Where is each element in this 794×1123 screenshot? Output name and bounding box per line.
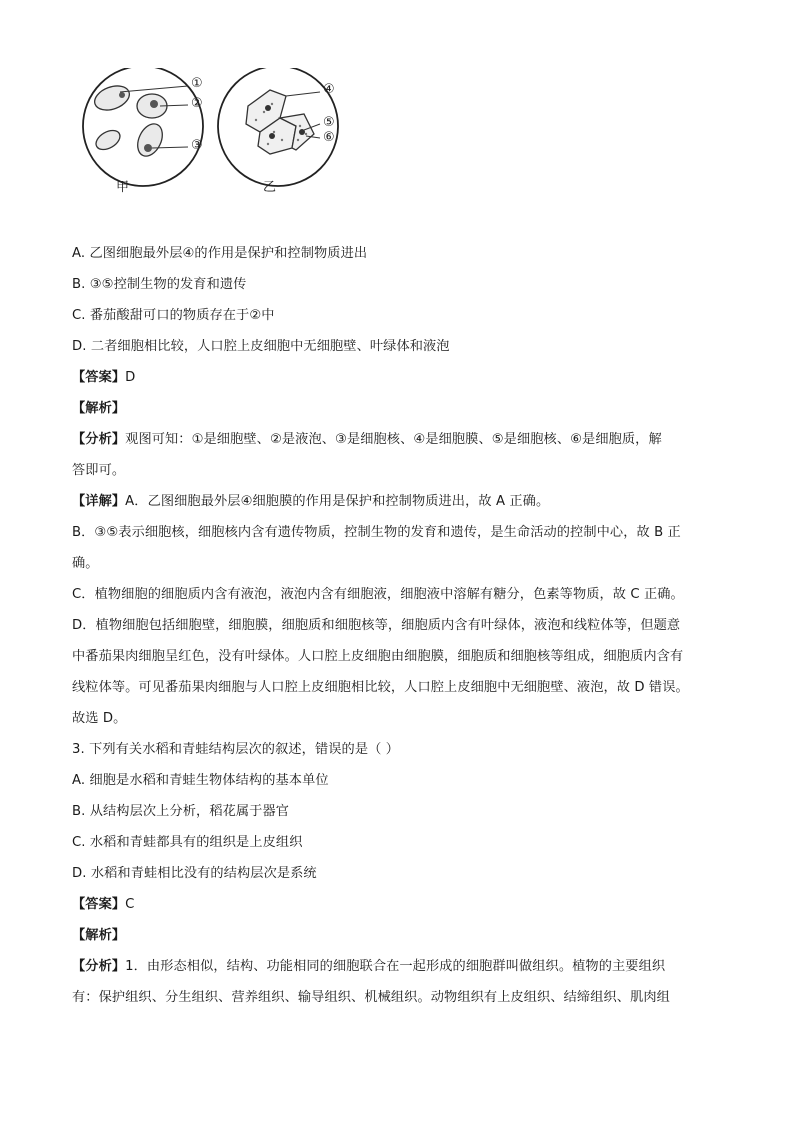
answer-line: 【答案】C bbox=[72, 897, 135, 912]
text-line: B. ③⑤控制生物的发育和遗传 bbox=[72, 277, 247, 292]
marker-4: ④ bbox=[323, 82, 335, 97]
analysis-heading bbox=[72, 393, 732, 424]
text-line: 线粒体等。可见番茄果肉细胞与人口腔上皮细胞相比较，人口腔上皮细胞中无细胞壁、液泡，故 D 错误。 bbox=[72, 680, 689, 695]
text-line: D. 二者细胞相比较，人口腔上皮细胞中无细胞壁、叶绿体和液泡 bbox=[72, 339, 450, 354]
analysis-heading bbox=[72, 920, 732, 951]
text-line: D．植物细胞包括细胞壁，细胞膜，细胞质和细胞核等，细胞质内含有叶绿体，液泡和线粒体等，但题意 bbox=[72, 618, 681, 633]
option-d: D. 水稻和青蛙相比没有的结构层次是系统 bbox=[72, 866, 317, 881]
cell-jia-3 bbox=[93, 127, 124, 154]
text-line: 中番茄果肉细胞呈红色，没有叶绿体。人口腔上皮细胞由细胞膜，细胞质和细胞核等组成，细胞质内含有 bbox=[72, 649, 684, 664]
text-line: 【分析】观图可知：①是细胞壁、②是液泡、③是细胞核、④是细胞膜、⑤是细胞核、⑥是细胞质，解 bbox=[72, 432, 662, 447]
label-jia: 甲 bbox=[116, 180, 130, 195]
marker-6: ⑥ bbox=[323, 130, 335, 145]
text-line: 有：保护组织、分生组织、营养组织、输导组织、机械组织。动物组织有上皮组织、结缔组织、肌肉组 bbox=[72, 990, 670, 1005]
option-c: C. 水稻和青蛙都具有的组织是上皮组织 bbox=[72, 835, 303, 850]
text-line: 【分析】1．由形态相似，结构、功能相同的细胞联合在一起形成的细胞群叫做组织。植物的主要组织 bbox=[72, 959, 666, 974]
answer-tag: 【答案】 bbox=[72, 370, 126, 385]
fenxi-tag: 【分析】 bbox=[72, 959, 126, 974]
text-line: A. 乙图细胞最外层④的作用是保护和控制物质进出 bbox=[72, 246, 368, 261]
text-line: 故选 D。 bbox=[72, 711, 127, 726]
marker-3: ③ bbox=[191, 138, 203, 153]
option-b: B. 从结构层次上分析，稻花属于器官 bbox=[72, 804, 290, 819]
cell-diagram bbox=[60, 68, 380, 198]
text-line: 答即可。 bbox=[72, 463, 126, 478]
field-jia bbox=[83, 68, 203, 186]
fenxi-tag: 【分析】 bbox=[72, 432, 126, 447]
text-line: 【详解】A．乙图细胞最外层④细胞膜的作用是保护和控制物质进出，故 A 正确。 bbox=[72, 494, 550, 509]
option-a: A. 细胞是水稻和青蛙生物体结构的基本单位 bbox=[72, 773, 329, 788]
text-line: B．③⑤表示细胞核，细胞核内含有遗传物质，控制生物的发育和遗传，是生命活动的控制中心，故 B 正 bbox=[72, 525, 681, 540]
marker-5: ⑤ bbox=[323, 115, 335, 130]
text-line: C. 番茄酸甜可口的物质存在于②中 bbox=[72, 308, 275, 323]
answer-tag: 【答案】 bbox=[72, 897, 126, 912]
analysis-tag: 【解析】 bbox=[72, 928, 126, 943]
text-line: C．植物细胞的细胞质内含有液泡，液泡内含有细胞液，细胞液中溶解有糖分，色素等物质，故 C 正确。 bbox=[72, 587, 684, 602]
marker-2: ② bbox=[191, 96, 203, 111]
marker-1: ① bbox=[191, 76, 203, 91]
text-line: 确。 bbox=[72, 556, 99, 571]
question-text bbox=[72, 238, 732, 1013]
xiangjie-tag: 【详解】 bbox=[72, 494, 126, 509]
cell-jia-4 bbox=[133, 120, 167, 160]
analysis-tag: 【解析】 bbox=[72, 401, 126, 416]
answer-line: 【答案】D bbox=[72, 370, 136, 385]
label-yi: 乙 bbox=[263, 180, 277, 195]
question-stem: 3. 下列有关水稻和青蛙结构层次的叙述，错误的是（ ） bbox=[72, 742, 399, 757]
